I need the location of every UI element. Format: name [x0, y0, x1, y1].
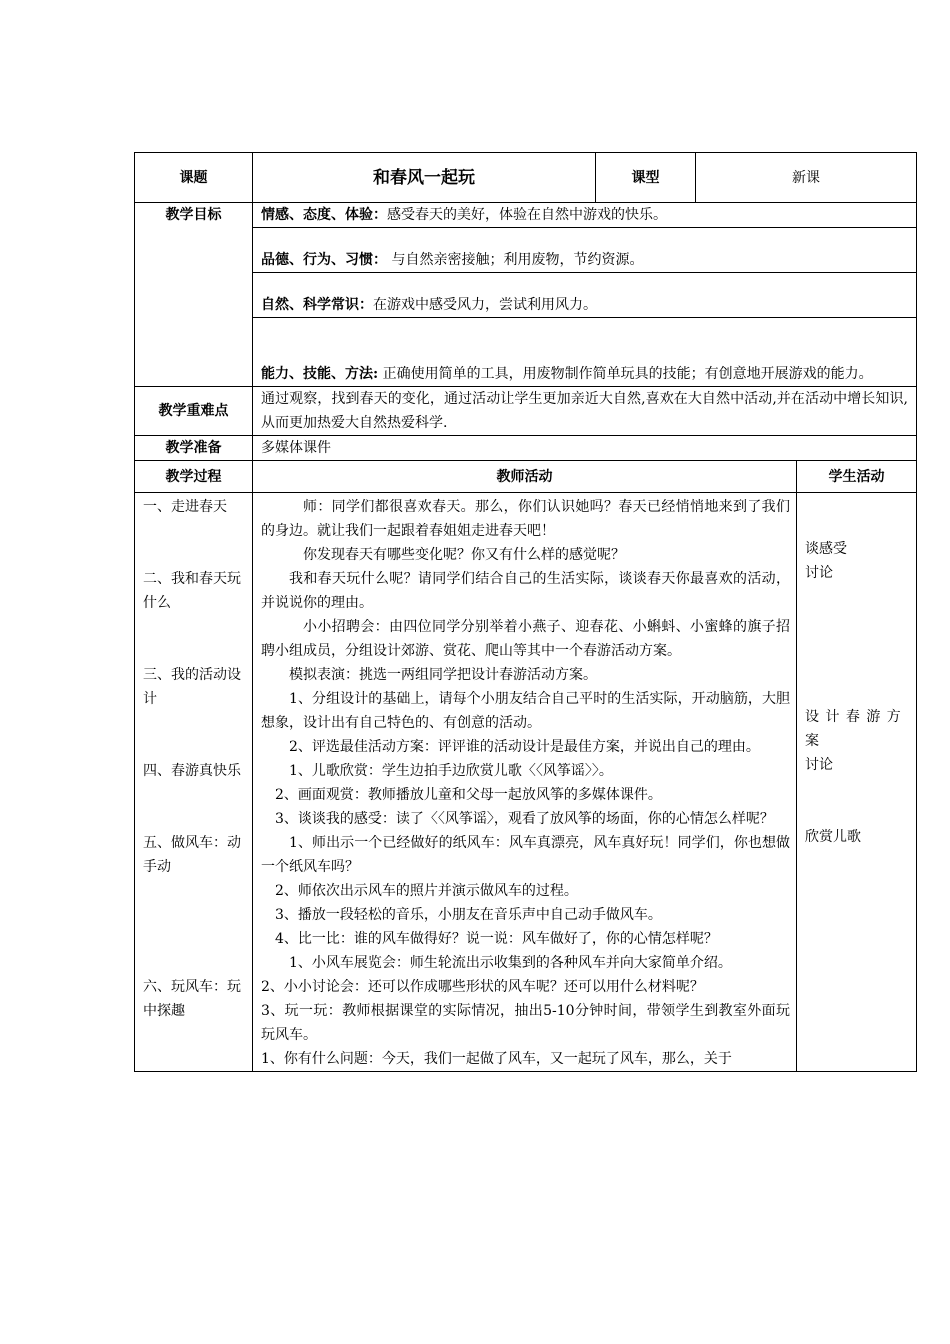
- teacher-column: [253, 493, 797, 1072]
- stage-item: 六、玩风车：玩中探趣: [143, 979, 241, 1019]
- goal-text: 在游戏中感受风力，尝试利用风力。: [373, 297, 597, 313]
- process-header-row: [135, 461, 917, 493]
- goals-label: 教学目标: [135, 203, 253, 387]
- teacher-line: 2、小小讨论会：还可以作成哪些形状的风车呢？还可以用什么材料呢？: [261, 979, 704, 995]
- stage-item: 四、春游真快乐: [143, 763, 241, 779]
- type-label: 课型: [596, 153, 696, 203]
- process-body-row: [135, 493, 917, 1072]
- teacher-line: 1、小风车展览会：师生轮流出示收集到的各种风车并向大家简单介绍。: [289, 955, 732, 971]
- goal-item: [253, 228, 917, 273]
- goal-row-4: [135, 318, 917, 387]
- teacher-line: 2、评选最佳活动方案：评评谁的活动设计是最佳方案，并说出自己的理由。: [289, 739, 760, 755]
- teacher-line: 3、播放一段轻松的音乐，小朋友在音乐声中自己动手做风车。: [275, 907, 662, 923]
- stage-column: [135, 493, 253, 1072]
- key-points-text: 通过观察，找到春天的变化，通过活动让学生更加亲近大自然,喜欢在大自然中活动,并在活动中增长知识,从而更加热爱大自然热爱科学.: [253, 387, 917, 436]
- goal-text: 正确使用简单的工具，用废物制作简单玩具的技能；有创意地开展游戏的能力。: [378, 366, 873, 382]
- stage-item: 一、走进春天: [143, 499, 227, 515]
- goal-item: [253, 318, 917, 387]
- goal-row-3: [135, 273, 917, 318]
- teacher-line: 1、儿歌欣赏：学生边拍手边欣赏儿歌〈〈风筝谣〉〉。: [289, 763, 613, 779]
- teacher-line: 1、分组设计的基础上，请每个小朋友结合自己平时的生活实际，开动脑筋，大胆想象，设计出有自己特色的、有创意的活动。: [261, 691, 790, 731]
- key-points-label: 教学重难点: [135, 387, 253, 436]
- teacher-line: 师：同学们都很喜欢春天。那么，你们认识她吗？春天已经悄悄地来到了我们的身边。就让我们一起跟着春姐姐走进春天吧！: [261, 499, 790, 539]
- student-item: 欣赏儿歌: [805, 829, 861, 845]
- goal-head: 品德、行为、习惯：: [261, 252, 387, 268]
- goal-head: 能力、技能、方法:: [261, 366, 379, 382]
- goal-item: [253, 203, 917, 228]
- teacher-line: 小小招聘会：由四位同学分别举着小燕子、迎春花、小蝌蚪、小蜜蜂的旗子招聘小组成员，分组设计郊游、赏花、爬山等其中一个春游活动方案。: [261, 619, 790, 659]
- student-column: [797, 493, 917, 1072]
- teacher-header: 教师活动: [253, 461, 797, 493]
- process-label: 教学过程: [135, 461, 253, 493]
- teacher-line: 4、比一比：谁的风车做得好？说一说：风车做好了，你的心情怎样呢？: [275, 931, 718, 947]
- stage-item: 二、我和春天玩什么: [143, 571, 241, 611]
- teacher-line: 2、画面观赏：教师播放儿童和父母一起放风筝的多媒体课件。: [275, 787, 662, 803]
- teacher-line: 模拟表演：挑选一两组同学把设计春游活动方案。: [289, 667, 597, 683]
- teacher-line: 你发现春天有哪些变化呢？你又有什么样的感觉呢？: [303, 547, 625, 563]
- goal-row-1: [135, 203, 917, 228]
- lesson-plan-table: [134, 152, 917, 1072]
- teacher-line: 1、你有什么问题：今天，我们一起做了风车，又一起玩了风车，那么，关于: [261, 1051, 732, 1067]
- stage-item: 五、做风车：动手动: [143, 835, 241, 875]
- topic-value: 和春风一起玩: [253, 153, 596, 203]
- preparation-row: [135, 436, 917, 461]
- student-header: 学生活动: [797, 461, 917, 493]
- stage-item: 三、我的活动设计: [143, 667, 241, 707]
- goal-text: 感受春天的美好，体验在自然中游戏的快乐。: [387, 207, 667, 223]
- preparation-label: 教学准备: [135, 436, 253, 461]
- teacher-line: 1、师出示一个已经做好的纸风车：风车真漂亮，风车真好玩！同学们，你也想做一个纸风车吗？: [261, 835, 790, 875]
- topic-label: 课题: [135, 153, 253, 203]
- student-item: 谈感受: [805, 541, 847, 557]
- key-points-row: [135, 387, 917, 436]
- teacher-line: 3、谈谈我的感受：读了〈〈风筝谣〉，观看了放风筝的场面，你的心情怎么样呢？: [275, 811, 774, 827]
- teacher-line: 3、玩一玩：教师根据课堂的实际情况，抽出5-10分钟时间，带领学生到教室外面玩玩风车。: [261, 1003, 790, 1043]
- goal-item: [253, 273, 917, 318]
- goal-head: 自然、科学常识：: [261, 297, 373, 313]
- student-item: 讨论: [805, 757, 833, 773]
- student-item: 讨论: [805, 565, 833, 581]
- header-row: [135, 153, 917, 203]
- type-value: 新课: [696, 153, 917, 203]
- teacher-line: 2、师依次出示风车的照片并演示做风车的过程。: [275, 883, 578, 899]
- student-item: 设 计 春 游 方案: [805, 709, 902, 749]
- goal-row-2: [135, 228, 917, 273]
- goal-text: 与自然亲密接触；利用废物，节约资源。: [387, 252, 644, 268]
- preparation-text: 多媒体课件: [253, 436, 917, 461]
- teacher-line: 我和春天玩什么呢？请同学们结合自己的生活实际，谈谈春天你最喜欢的活动，并说说你的理由。: [261, 571, 790, 611]
- goal-head: 情感、态度、体验：: [261, 207, 387, 223]
